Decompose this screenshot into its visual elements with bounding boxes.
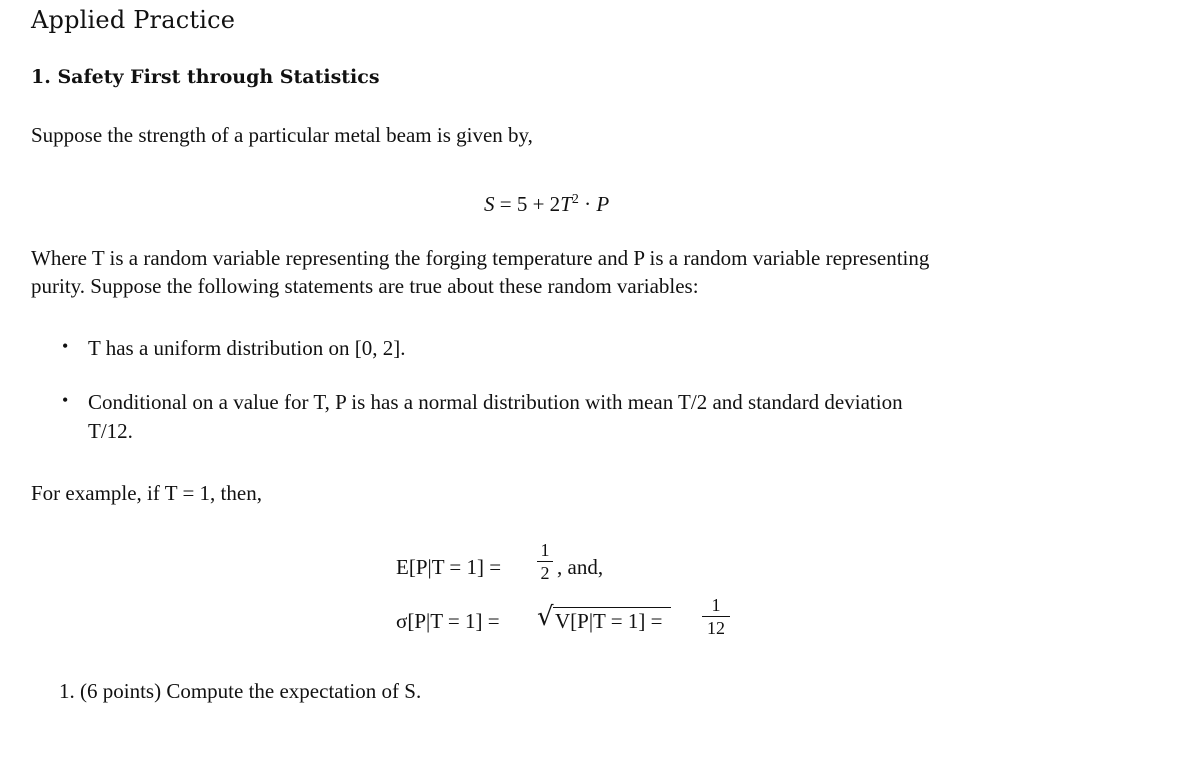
description-line-2: purity. Suppose the following statements are true about these random variables: — [31, 274, 699, 298]
description-line-1: Where T is a random variable representing the forging temperature and P is a random variable representing — [31, 246, 930, 270]
example-intro: For example, if T = 1, then, — [31, 481, 262, 505]
fraction-denominator: 2 — [540, 563, 550, 583]
fraction-bar — [702, 616, 730, 617]
fraction-numerator: 1 — [711, 595, 721, 615]
sigma-radicand: V[P|T = 1] = — [555, 609, 663, 633]
square-root-icon: √ — [537, 602, 554, 632]
expectation-equation-suffix: , and, — [557, 555, 604, 579]
section-title: 1. Safety First through Statistics — [31, 66, 380, 88]
bullet-item-normal-line-2: T/12. — [88, 419, 133, 443]
fraction-one-twelfth — [702, 595, 730, 638]
bullet-marker: • — [62, 336, 69, 356]
fraction-denominator: 12 — [707, 618, 725, 638]
fraction-bar — [537, 561, 553, 562]
page-heading: Applied Practice — [31, 6, 236, 34]
expectation-equation-lhs: E[P|T = 1] = — [396, 555, 502, 579]
fraction-numerator: 1 — [540, 540, 550, 560]
sigma-equation-lhs: σ[P|T = 1] = — [396, 609, 500, 633]
bullet-item-normal-line-1: Conditional on a value for T, P is has a normal distribution with mean T/2 and standard deviation — [88, 390, 903, 414]
intro-paragraph: Suppose the strength of a particular metal beam is given by, — [31, 123, 533, 147]
bullet-marker: • — [62, 390, 69, 410]
strength-equation: $S = 5 + 2T^2 \cdot P$ — [484, 192, 610, 216]
fraction-one-half — [537, 540, 553, 583]
bullet-item-uniform: T has a uniform distribution on [0, 2]. — [88, 336, 406, 360]
question-1: 1. (6 points) Compute the expectation of S. — [59, 679, 422, 703]
